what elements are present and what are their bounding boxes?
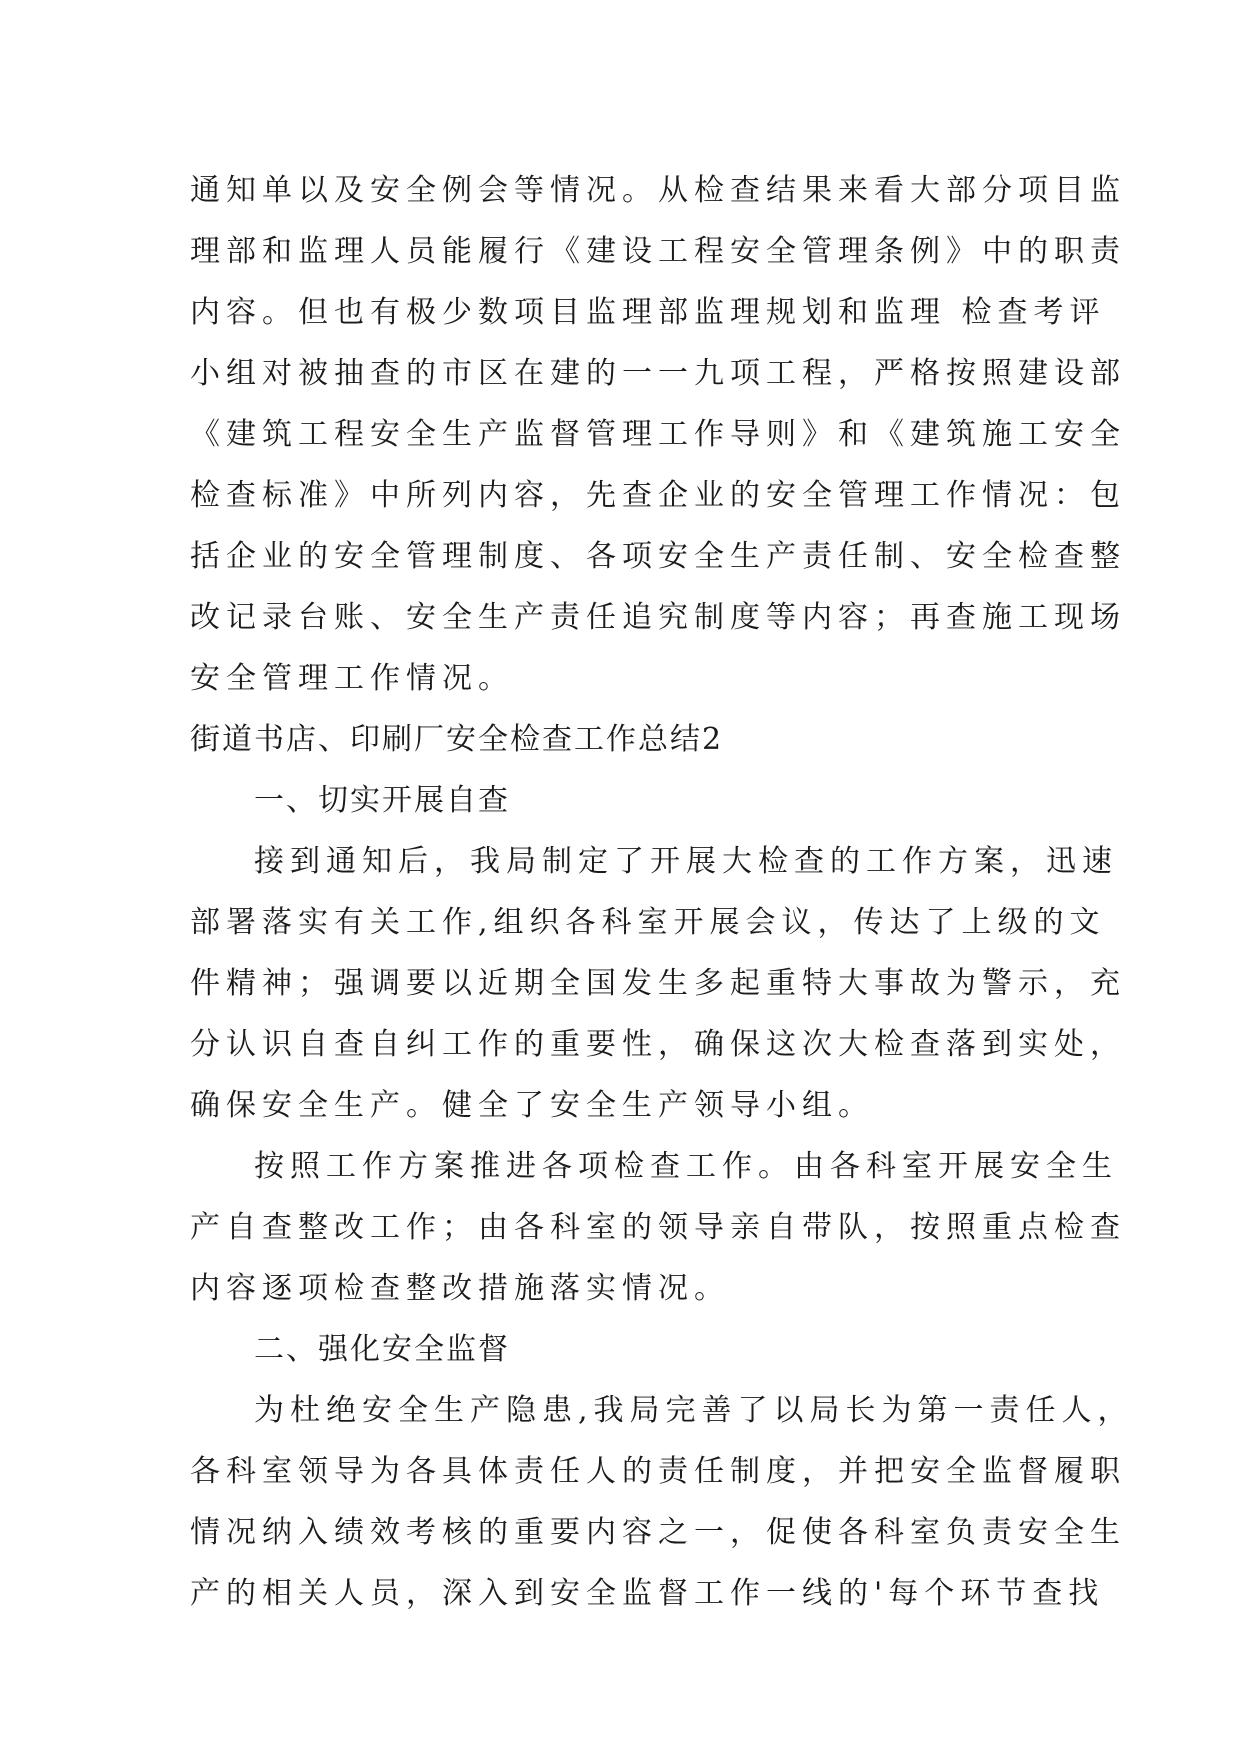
subsection-heading: 二、强化安全监督	[254, 1332, 510, 1367]
paragraph-line: 件精神；强调要以近期全国发生多起重特大事故为警示，充	[190, 966, 1126, 1001]
subsection-heading: 一、切实开展自查	[254, 783, 510, 818]
paragraph-line: 括企业的安全管理制度、各项安全生产责任制、安全检查整	[190, 539, 1126, 574]
paragraph-line: 分认识自查自纠工作的重要性，确保这次大检查落到实处，	[190, 1027, 1126, 1062]
document-body	[190, 160, 1134, 1624]
paragraph-line: 部署落实有关工作,组织各科室开展会议，传达了上级的文	[190, 905, 1106, 940]
paragraph-line: 检查标准》中所列内容，先查企业的安全管理工作情况：包	[190, 478, 1126, 513]
paragraph-line: 内容。但也有极少数项目监理部监理规划和监理 检查考评	[190, 295, 1106, 330]
paragraph-line: 各科室领导为各具体责任人的责任制度，并把安全监督履职	[190, 1454, 1126, 1489]
paragraph-line: 改记录台账、安全生产责任追究制度等内容；再查施工现场	[190, 600, 1126, 635]
paragraph-line: 安全管理工作情况。	[190, 661, 514, 696]
paragraph-line: 《建筑工程安全生产监督管理工作导则》和《建筑施工安全	[190, 417, 1126, 452]
paragraph-line: 小组对被抽查的市区在建的一一九项工程，严格按照建设部	[190, 356, 1126, 391]
paragraph-line: 内容逐项检查整改措施落实情况。	[190, 1271, 730, 1306]
paragraph-line: 情况纳入绩效考核的重要内容之一，促使各科室负责安全生	[190, 1515, 1126, 1550]
paragraph-line: 理部和监理人员能履行《建设工程安全管理条例》中的职责	[190, 234, 1126, 269]
section-title: 街道书店、印刷厂安全检查工作总结2	[190, 722, 724, 757]
paragraph-line: 接到通知后，我局制定了开展大检查的工作方案，迅速	[254, 844, 1118, 879]
paragraph-line: 按照工作方案推进各项检查工作。由各科室开展安全生	[254, 1149, 1118, 1184]
paragraph-line: 确保安全生产。健全了安全生产领导小组。	[190, 1088, 874, 1123]
paragraph-line: 产的相关人员，深入到安全监督工作一线的'每个环节查找	[190, 1576, 1105, 1611]
paragraph-line: 产自查整改工作；由各科室的领导亲自带队，按照重点检查	[190, 1210, 1126, 1245]
paragraph-line: 为杜绝安全生产隐患,我局完善了以局长为第一责任人，	[254, 1393, 1134, 1428]
paragraph-line: 通知单以及安全例会等情况。从检查结果来看大部分项目监	[190, 173, 1126, 208]
